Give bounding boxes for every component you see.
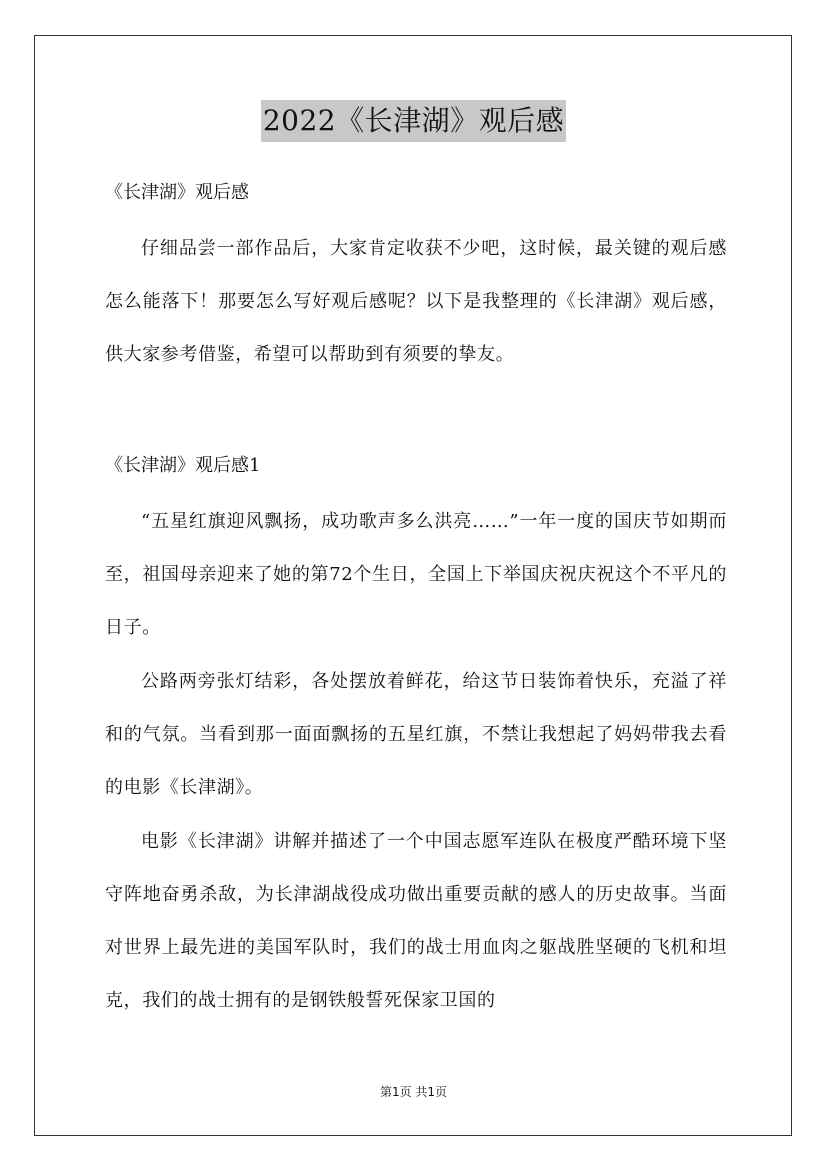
section-heading: 《长津湖》观后感1: [105, 455, 261, 476]
title-container: [0, 100, 827, 142]
page-footer: 第1页 共1页: [379, 1085, 448, 1099]
body-paragraph-3: 电影《长津湖》讲解并描述了一个中国志愿军连队在极度严酷环境下坚守阵地奋勇杀敌，为长津湖战役成功做出重要贡献的感人的历史故事。当面对世界上最先进的美国军队时，我们的战士用血肉之躯战胜坚硬的飞机和坦克，我们的战士拥有的是钢铁般誓死保家卫国的: [105, 831, 727, 1011]
document-subtitle: 《长津湖》观后感: [105, 182, 249, 203]
body-paragraph-1: “五星红旗迎风飘扬，成功歌声多么洪亮……”一年一度的国庆节如期而至，祖国母亲迎来了她的第72个生日，全国上下举国庆祝庆祝这个不平凡的日子。: [105, 511, 727, 638]
body-paragraph-2: 公路两旁张灯结彩，各处摆放着鲜花，给这节日装饰着快乐，充溢了祥和的气氛。当看到那一面面飘扬的五星红旗，不禁让我想起了妈妈带我去看的电影《长津湖》。: [105, 671, 727, 798]
document-title: 2022《长津湖》观后感: [261, 100, 566, 142]
intro-paragraph: 仔细品尝一部作品后，大家肯定收获不少吧，这时候，最关键的观后感怎么能落下！那要怎么写好观后感呢？以下是我整理的《长津湖》观后感，供大家参考借鉴，希望可以帮助到有须要的挚友。: [105, 238, 727, 365]
